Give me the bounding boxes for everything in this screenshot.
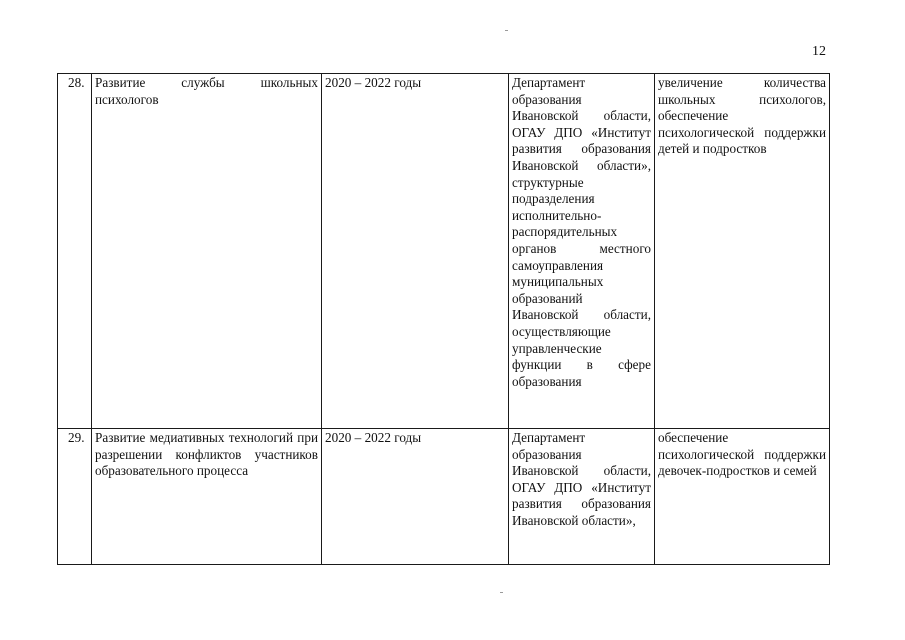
activity-name: Развитие службы школьных психологов: [92, 74, 322, 429]
activity-period: 2020 – 2022 годы: [322, 74, 509, 429]
scan-speck: [505, 30, 508, 31]
row-number: 28.: [58, 74, 92, 429]
activity-result: обеспечение психологической поддержки девочек-подростков и семей: [655, 429, 830, 565]
scan-speck: [500, 592, 503, 593]
activity-period: 2020 – 2022 годы: [322, 429, 509, 565]
activities-table: [57, 73, 830, 565]
table-row: [58, 429, 830, 565]
table-row: [58, 74, 830, 429]
activity-result: увеличение количества школьных психологов, обеспечение психологической поддержки детей и подростков: [655, 74, 830, 429]
activity-executors: Департамент образования Ивановской области, ОГАУ ДПО «Институт развития образования Ивановской области», структурные подразделения исполнительно-распорядительных органов местного самоуправления муниципальных образований Ивановской области, осуществляющие управленческие функции в сфере образования: [509, 74, 655, 429]
activity-executors: Департамент образования Ивановской области, ОГАУ ДПО «Институт развития образования Ивановской области»,: [509, 429, 655, 565]
activity-name: Развитие медиативных технологий при разрешении конфликтов участников образовательного процесса: [92, 429, 322, 565]
page-number: 12: [812, 44, 826, 59]
row-number: 29.: [58, 429, 92, 565]
